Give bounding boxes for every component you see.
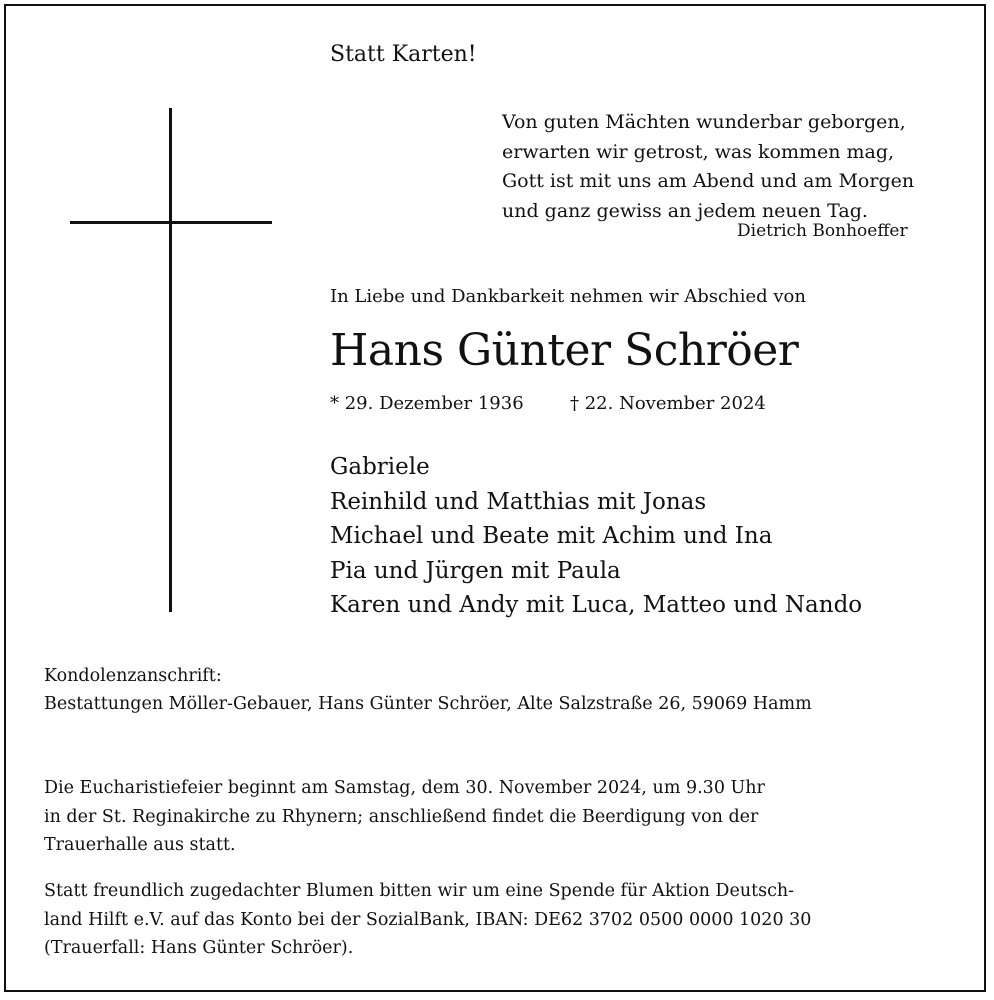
poem-line: erwarten wir getrost, was kommen mag, xyxy=(502,140,895,163)
deceased-name: Hans Günter Schröer xyxy=(330,325,799,376)
death-date: † 22. November 2024 xyxy=(570,393,766,414)
donation-line: land Hilft e.V. auf das Konto bei der SozialBank, IBAN: DE62 3702 0500 0000 1020 30 xyxy=(44,909,812,930)
donation-info xyxy=(44,877,811,963)
poem-author: Dietrich Bonhoeffer xyxy=(737,221,908,241)
birth-date: * 29. Dezember 1936 xyxy=(330,393,524,414)
poem-line: Gott ist mit uns am Abend und am Morgen xyxy=(502,170,915,192)
service-line: Trauerhalle aus statt. xyxy=(44,835,236,855)
service-line: Die Eucharistiefeier beginnt am Samstag, dem 30. November 2024, um 9.30 Uhr xyxy=(44,778,765,798)
cross-icon xyxy=(70,108,272,612)
poem-line: Von guten Mächten wunderbar geborgen, xyxy=(502,111,906,133)
condolence-block xyxy=(44,662,812,718)
farewell-intro: In Liebe und Dankbarkeit nehmen wir Abschied von xyxy=(330,286,806,307)
donation-line: Statt freundlich zugedachter Blumen bitten wir um eine Spende für Aktion Deutsch- xyxy=(44,881,795,901)
condolence-label: Kondolenzanschrift: xyxy=(44,666,222,686)
family-member: Karen und Andy mit Luca, Matteo und Nando xyxy=(330,592,863,618)
family-member: Gabriele xyxy=(330,454,430,480)
family-member: Michael und Beate mit Achim und Ina xyxy=(330,523,773,549)
service-line: in der St. Reginakirche zu Rhynern; anschließend findet die Beerdigung von der xyxy=(44,806,759,827)
family-member: Reinhild und Matthias mit Jonas xyxy=(330,488,707,515)
family-member: Pia und Jürgen mit Paula xyxy=(330,557,621,584)
condolence-address: Bestattungen Möller-Gebauer, Hans Günter Schröer, Alte Salzstraße 26, 59069 Hamm xyxy=(44,694,812,714)
family-list xyxy=(330,450,862,623)
poem-line: und ganz gewiss an jedem neuen Tag. xyxy=(502,199,868,222)
notice-heading: Statt Karten! xyxy=(330,42,477,67)
poem xyxy=(502,108,914,226)
service-info xyxy=(44,774,765,860)
donation-line: (Trauerfall: Hans Günter Schröer). xyxy=(44,938,354,958)
